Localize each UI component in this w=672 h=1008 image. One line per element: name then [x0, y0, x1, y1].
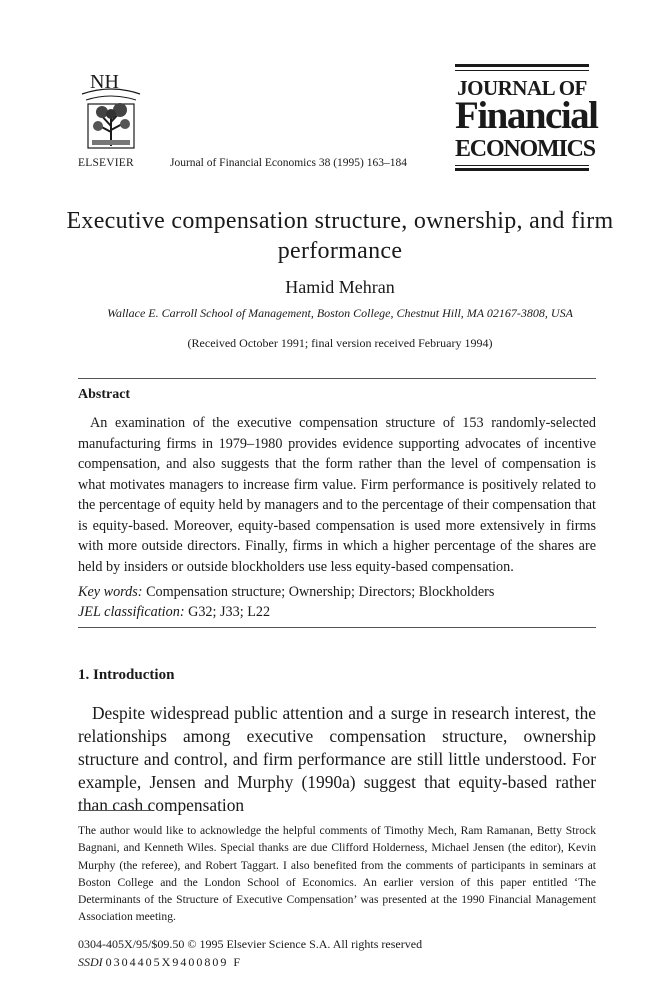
journal-citation: Journal of Financial Economics 38 (1995) 163–184 — [170, 157, 407, 169]
journal-logo-line1: JOURNAL OF — [457, 76, 587, 100]
paper-title: Executive compensation structure, ownership, and firm performance — [66, 208, 614, 264]
ssdi-label: SSDI — [78, 955, 103, 969]
publisher-name: ELSEVIER — [78, 157, 134, 169]
divider-bottom — [78, 627, 596, 628]
logo-lettering: NH — [90, 71, 119, 93]
jel-line: JEL classification: G32; J33; L22 — [78, 604, 271, 620]
author-name: Hamid Mehran — [285, 277, 395, 297]
abstract-body — [78, 413, 596, 577]
author-affiliation: Wallace E. Carroll School of Management, Boston College, Chestnut Hill, MA 02167-3808, USA — [107, 306, 573, 320]
journal-logo-line3: ECONOMICS — [455, 136, 595, 162]
abstract-heading: Abstract — [78, 387, 131, 402]
keywords-label: Key words — [78, 584, 138, 600]
footnote — [78, 822, 596, 926]
received-dates: (Received October 1991; final version received February 1994) — [187, 336, 493, 350]
footnote-text: The author would like to acknowledge the helpful comments of Timothy Mech, Ram Ramanan, Betty Strock Bagnani, and Kenneth Wiles. Special thanks are due Clifford Holderness, Michael Jensen (the editor), Kevin Murphy (the referee), and Robert Taggart. I also benefited from the comments of participants in seminars at Boston College and the London School of Economics. An earlier version of this paper entitled ‘The Determinants of the Structure of Executive Compensation’ was presented at the 1990 Financial Management Association meeting. — [78, 824, 596, 924]
ssdi-line — [78, 955, 242, 970]
ssdi-code: 0304405X9400809 F — [105, 955, 243, 969]
journal-logo — [455, 64, 598, 176]
divider-top — [78, 378, 596, 379]
keywords-line: Key words: Compensation structure; Ownership; Directors; Blockholders — [78, 584, 495, 600]
journal-logo-line2: Financial — [455, 94, 598, 137]
introduction-text: Despite widespread public attention and a surge in research interest, the relationships among executive compensation structure, ownership structure and control, and firm performance are still little understood. For example, Jensen and Murphy (1990a) suggest that equity-based rather than cash compensation — [78, 703, 596, 815]
abstract-text: An examination of the executive compensation structure of 153 randomly-selected manufacturing firms in 1979–1980 provides evidence supporting advocates of incentive compensation, and also suggests that the form rather than the level of compensation is what motivates managers to increase firm value. Firm performance is positively related to the percentage of equity held by managers and to the percentage of their compensation that is equity-based. Moreover, equity-based compensation is used more extensively in firms with more outside directors. Finally, firms in which a higher percentage of the shares are held by insiders or outside blockholders use less equity-based compensation. — [78, 415, 596, 575]
keywords-value: Compensation structure; Ownership; Directors; Blockholders — [146, 584, 495, 600]
jel-value: G32; J33; L22 — [188, 604, 271, 620]
footnote-rule — [78, 810, 152, 811]
elsevier-tree-logo — [78, 70, 144, 156]
jel-label: JEL classification — [78, 604, 180, 620]
introduction-body — [78, 702, 596, 817]
introduction-heading: 1. Introduction — [78, 667, 175, 683]
copyright-line: 0304-405X/95/$09.50 © 1995 Elsevier Science S.A. All rights reserved — [78, 937, 423, 951]
